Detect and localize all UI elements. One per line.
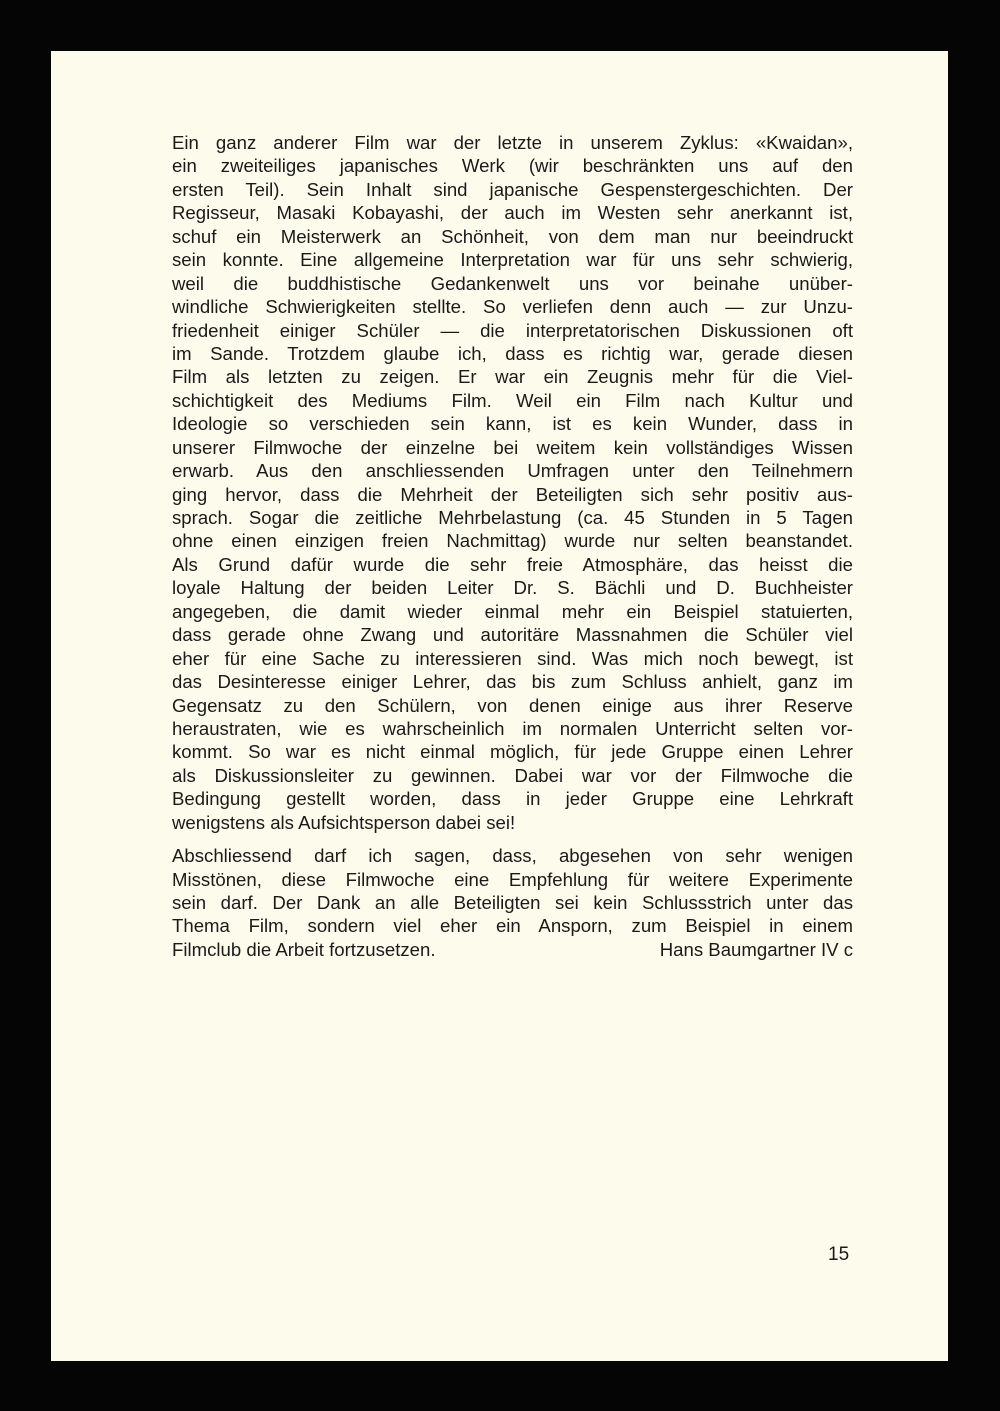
article-text [172,131,853,961]
text-line: angegeben, die damit wieder einmal mehr ein Beispiel statuierten, [172,600,853,622]
author-signature: Hans Baumgartner IV c [659,938,853,960]
final-sentence: Filmclub die Arbeit fortzusetzen. [172,938,436,960]
text-line: Thema Film, sondern viel eher ein Ansporn, zum Beispiel in einem [172,915,853,937]
text-line: Misstönen, diese Filmwoche eine Empfehlung für weitere Experimente [172,868,853,890]
text-line: ging hervor, dass die Mehrheit der Beteiligten sich sehr positiv aus- [172,483,853,505]
text-line: Ideologie so verschieden sein kann, ist es kein Wunder, dass in [172,413,853,435]
text-line: schuf ein Meisterwerk an Schönheit, von dem man nur beeindruckt [172,225,853,247]
text-line: ohne einen einzigen freien Nachmittag) wurde nur selten beanstandet. [172,530,853,552]
text-line: im Sande. Trotzdem glaube ich, dass es richtig war, gerade diesen [172,342,853,364]
text-line: windliche Schwierigkeiten stellte. So verliefen denn auch — zur Unzu- [172,296,853,318]
closing-line [172,938,853,961]
text-line: sein darf. Der Dank an alle Beteiligten sei kein Schlussstrich unter das [172,892,853,913]
text-line: heraustraten, wie es wahrscheinlich im normalen Unterricht selten vor- [172,717,853,739]
page-number: 15 [828,1244,850,1265]
text-line: dass gerade ohne Zwang und autoritäre Massnahmen die Schüler viel [172,624,853,646]
text-line: unserer Filmwoche der einzelne bei weitem kein vollständiges Wissen [172,436,853,458]
text-line: weil die buddhistische Gedankenwelt uns vor beinahe unüber- [172,272,853,294]
text-line: Bedingung gestellt worden, dass in jeder Gruppe eine Lehrkraft [172,788,853,810]
text-line: Gegensatz zu den Schülern, von denen einige aus ihrer Reserve [172,694,853,716]
paragraph-1 [172,131,853,834]
text-line: Als Grund dafür wurde die sehr freie Atmosphäre, das heisst die [172,553,853,575]
text-line: ersten Teil). Sein Inhalt sind japanische Gespenstergeschichten. Der [172,178,853,200]
text-line: schichtigkeit des Mediums Film. Weil ein Film nach Kultur und [172,389,853,411]
text-line: Film als letzten zu zeigen. Er war ein Zeugnis mehr für die Viel- [172,366,853,388]
document-page [51,51,948,1361]
text-line: sprach. Sogar die zeitliche Mehrbelastung (ca. 45 Stunden in 5 Tagen [172,507,853,528]
text-line: eher für eine Sache zu interessieren sind. Was mich noch bewegt, ist [172,647,853,669]
text-line: erwarb. Aus den anschliessenden Umfragen unter den Teilnehmern [172,460,853,482]
text-line: das Desinteresse einiger Lehrer, das bis zum Schluss anhielt, ganz im [172,671,853,693]
text-line: Ein ganz anderer Film war der letzte in unserem Zyklus: «Kwaidan», [172,132,853,153]
text-line: wenigstens als Aufsichtsperson dabei sei! [172,811,516,833]
text-line: sein konnte. Eine allgemeine Interpretation war für uns sehr schwierig, [172,249,853,271]
text-line: loyale Haltung der beiden Leiter Dr. S. Bächli und D. Buchheister [172,577,853,599]
paragraph-2 [172,844,853,938]
text-line: als Diskussionsleiter zu gewinnen. Dabei war vor der Filmwoche die [172,764,853,786]
text-line: kommt. So war es nicht einmal möglich, für jede Gruppe einen Lehrer [172,741,853,763]
text-line: Regisseur, Masaki Kobayashi, der auch im Westen sehr anerkannt ist, [172,202,853,224]
text-line: friedenheit einiger Schüler — die interpretatorischen Diskussionen oft [172,319,853,341]
text-line: Abschliessend darf ich sagen, dass, abgesehen von sehr wenigen [172,845,853,867]
text-line: ein zweiteiliges japanisches Werk (wir beschränkten uns auf den [172,155,853,177]
